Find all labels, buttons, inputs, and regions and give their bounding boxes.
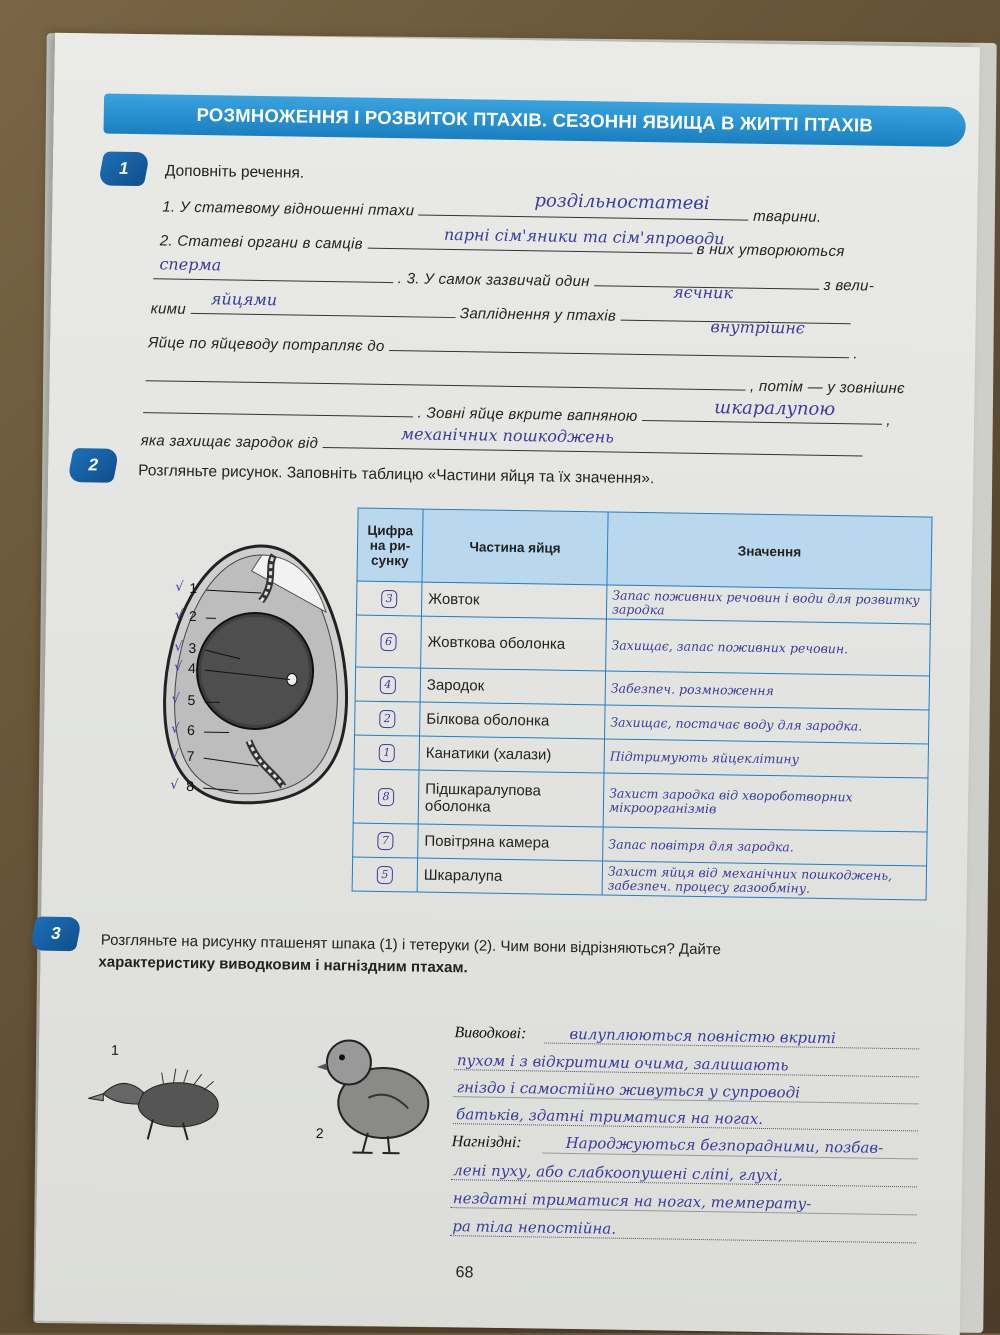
handwritten-number: 5 xyxy=(377,866,393,884)
handwritten-answer: внутрішнє xyxy=(710,317,805,337)
sentence-text: . Зовні яйце вкрите вапняною xyxy=(417,404,637,424)
column-header-number: Цифра на ри- сунку xyxy=(357,508,423,582)
task-3-instruction-line-2: характеристику виводковим і нагніздним птахам. xyxy=(98,954,467,977)
handwritten-answer: шкаралупою xyxy=(714,397,835,420)
check-mark: √ xyxy=(174,640,183,655)
sentence-text: 2. Статеві органи в самців xyxy=(160,232,363,252)
column-header-part: Частина яйця xyxy=(422,509,608,585)
answer-blank xyxy=(367,248,692,254)
handwritten-answer: нездатні триматися на ногах, температу- xyxy=(453,1189,812,1213)
row-number-cell xyxy=(356,615,422,668)
row-number-cell xyxy=(355,701,421,736)
row-number-cell xyxy=(352,857,418,892)
task-2-badge: 2 xyxy=(67,448,120,483)
table-row xyxy=(353,769,928,832)
row-number-cell xyxy=(355,667,421,702)
row-number-cell xyxy=(356,581,422,616)
handwritten-answer: гніздо і самостійно живуться у супроводі xyxy=(456,1078,800,1101)
task-2-instruction: Розгляньте рисунок. Заповніть таблицю «Частини яйця та їх значення». xyxy=(138,462,654,488)
chick-2-label: 2 xyxy=(316,1125,324,1141)
check-mark: √ xyxy=(175,580,184,595)
sentence-text: кими xyxy=(151,300,187,318)
row-part-cell: Підшкаралупова оболонка xyxy=(418,770,604,827)
column-header-meaning: Значення xyxy=(607,512,932,590)
handwritten-answer: лені пуху, або слабкоопушені сліпі, глухі, xyxy=(453,1161,783,1184)
check-mark: √ xyxy=(171,692,180,707)
table-header-row xyxy=(357,508,932,590)
row-meaning-cell: Підтримують яйцеклітину xyxy=(604,739,928,778)
handwritten-number: 7 xyxy=(377,832,393,850)
handwritten-answer: яєчник xyxy=(673,282,733,302)
grouse-chick-illustration xyxy=(307,1027,439,1159)
workbook-page xyxy=(35,33,980,1335)
answer-blank xyxy=(146,380,746,390)
handwritten-answer: ра тіла непостійна. xyxy=(452,1217,616,1238)
answer-blank xyxy=(143,412,413,417)
handwritten-number: 1 xyxy=(379,744,395,762)
answer-blank xyxy=(323,447,863,456)
diagram-label: 8 xyxy=(186,778,194,794)
sentence-text: в них утворюються xyxy=(697,241,845,260)
check-mark: √ xyxy=(170,778,179,793)
starling-chick-illustration xyxy=(83,1053,234,1145)
handwritten-answer: Народжуються безпорадними, позбав- xyxy=(566,1134,884,1157)
sentence-text: Яйце по яйцеводу потрапляє до xyxy=(148,334,385,355)
row-part-cell: Шкаралупа xyxy=(417,858,603,895)
handwritten-answer: парні сім'яники та сім'япроводи xyxy=(444,225,725,248)
answer-blank xyxy=(419,214,749,220)
row-number-cell xyxy=(353,769,419,824)
sentence-text: . 3. У самок зазвичай один xyxy=(398,270,590,290)
handwritten-answer: яйцями xyxy=(211,289,278,309)
sentence-text: яка захищає зародок від xyxy=(141,432,319,452)
handwritten-answer: механічних пошкоджень xyxy=(401,424,614,446)
handwritten-number: 4 xyxy=(380,676,396,694)
sentence-text: Запліднення у птахів xyxy=(460,305,617,324)
check-mark: √ xyxy=(174,660,183,675)
brood-birds-label: Виводкові: xyxy=(454,1024,526,1043)
row-part-cell: Повітряна камера xyxy=(418,824,604,861)
answer-blank xyxy=(642,420,882,425)
answer-blank xyxy=(153,278,393,283)
chick-1-label: 1 xyxy=(111,1042,119,1058)
handwritten-number: 2 xyxy=(379,710,395,728)
row-meaning-cell: Захист яйця від механічних пошкоджень, забезпеч. процесу газообміну. xyxy=(602,861,926,900)
nest-birds-label: Нагніздні: xyxy=(452,1133,522,1152)
diagram-label: 4 xyxy=(188,660,196,676)
task-1-badge: 1 xyxy=(98,152,151,187)
handwritten-number: 6 xyxy=(380,633,396,651)
sentence-text: , потім — у зовнішнє xyxy=(750,378,905,397)
diagram-label: 7 xyxy=(187,748,195,764)
task-1-line-5 xyxy=(148,334,858,362)
diagram-label: 3 xyxy=(188,640,196,656)
answer-blank xyxy=(190,313,455,318)
egg-illustration xyxy=(108,539,362,808)
handwritten-answer: роздільностатеві xyxy=(534,190,709,214)
check-mark: √ xyxy=(171,722,180,737)
sentence-text: , xyxy=(886,412,891,429)
diagram-label: 2 xyxy=(189,608,197,624)
handwritten-answer: пухом і з відкритими очима, залишають xyxy=(457,1051,789,1074)
row-number-cell xyxy=(354,735,420,770)
sentence-text: тварини. xyxy=(753,208,821,226)
row-number-cell xyxy=(353,823,419,858)
check-mark: √ xyxy=(171,748,180,763)
check-mark: √ xyxy=(175,608,184,623)
row-meaning-cell: Забезпеч. розмноження xyxy=(605,671,929,710)
egg-parts-table xyxy=(352,508,933,901)
row-meaning-cell: Запас поживних речовин і води для розвитку зародка xyxy=(606,585,930,624)
diagram-label: 5 xyxy=(187,692,195,708)
sentence-text: з вели- xyxy=(824,277,875,295)
handwritten-answer: сперма xyxy=(159,254,221,274)
table-row xyxy=(356,615,931,676)
task-3-badge: 3 xyxy=(30,917,83,952)
sentence-text: . xyxy=(853,345,858,362)
diagram-label: 6 xyxy=(187,722,195,738)
row-part-cell: Білкова оболонка xyxy=(420,702,606,739)
row-part-cell: Канатики (халази) xyxy=(419,736,605,773)
row-meaning-cell: Запас повітря для зародка. xyxy=(603,827,927,866)
handwritten-answer: батьків, здатні триматися на ногах. xyxy=(456,1105,763,1128)
page-number: 68 xyxy=(455,1264,473,1282)
handwritten-number: 8 xyxy=(378,788,394,806)
egg-diagram xyxy=(108,539,362,808)
sentence-text: 1. У статевому відношенні птахи xyxy=(162,198,414,219)
row-part-cell: Зародок xyxy=(420,668,606,705)
row-meaning-cell: Захищає, постачає воду для зародка. xyxy=(605,705,929,744)
task-1-line-1 xyxy=(162,198,821,225)
row-meaning-cell: Захищає, запас поживних речовин. xyxy=(606,619,931,676)
answer-blank xyxy=(389,350,849,358)
task-1-instruction: Доповніть речення. xyxy=(165,162,305,182)
row-meaning-cell: Захист зародка від хвороботворних мікроорганізмів xyxy=(603,773,928,832)
diagram-label: 1 xyxy=(189,580,197,596)
page-title: РОЗМНОЖЕННЯ І РОЗВИТОК ПТАХІВ. СЕЗОННІ ЯВИЩА В ЖИТТІ ПТАХІВ xyxy=(103,94,966,148)
handwritten-answer: вилуплюються повністю вкриті xyxy=(569,1025,836,1047)
answer-line xyxy=(450,1235,916,1243)
row-part-cell: Жовткова оболонка xyxy=(421,616,607,671)
task-1-line-6 xyxy=(146,368,905,397)
handwritten-number: 3 xyxy=(381,590,397,608)
task-3-instruction-line-1: Розгляньте на рисунку пташенят шпака (1) і тетеруки (2). Чим вони відрізняються? Дайте xyxy=(101,932,721,959)
row-part-cell: Жовток xyxy=(421,582,607,619)
